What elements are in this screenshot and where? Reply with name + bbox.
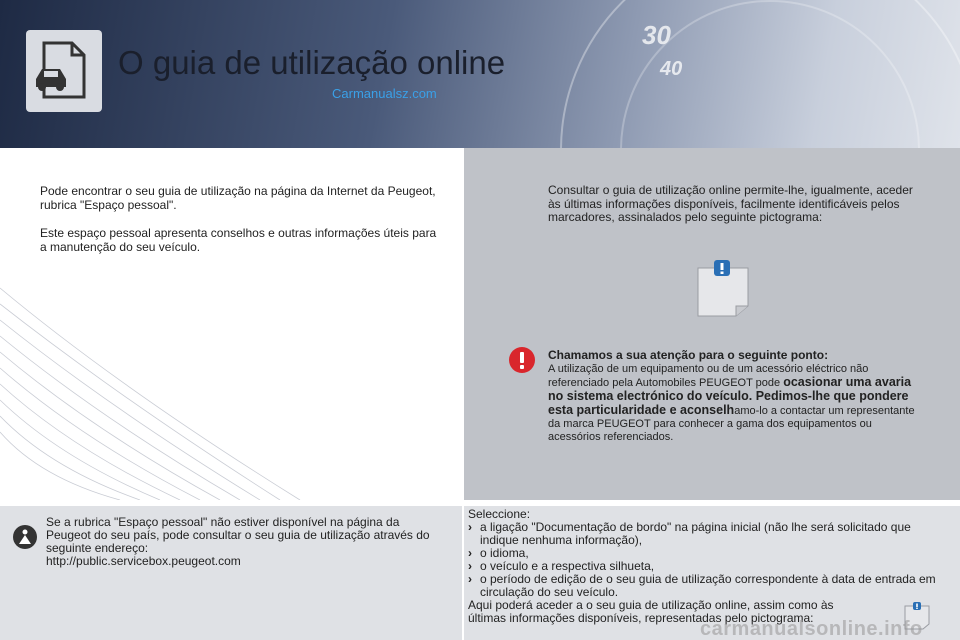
list-item-text: o idioma, (480, 546, 529, 560)
decorative-lines (0, 268, 464, 500)
update-note-icon (696, 260, 750, 323)
list-item (468, 573, 938, 599)
list-item-text: a ligação "Documentação de bordo" na página inicial (não lhe será solicitado que indique nenhuma informação), (480, 520, 911, 547)
gauge-number: 40 (660, 58, 683, 80)
footer-watermark: carmanualsonline.info (700, 618, 923, 640)
intro-paragraph: Este espaço pessoal apresenta conselhos e outras informações úteis para a manutenção do seu veículo. (40, 226, 437, 254)
tip-paragraph: Se a rubrica "Espaço pessoal" não estiver disponível na página da Peugeot do seu país, pode consultar o seu guia de utilização através do seguinte endereço: (46, 515, 430, 555)
tip-text (46, 516, 446, 568)
left-column (0, 148, 464, 500)
steps-text (468, 508, 938, 625)
exclamation-warning-icon (508, 346, 536, 379)
gauge-number: 30 (642, 20, 671, 50)
info-icon (12, 524, 38, 555)
chevron-right-icon: › (468, 572, 472, 586)
warning-text (548, 363, 918, 444)
right-panel (464, 148, 960, 500)
chevron-right-icon: › (468, 520, 472, 534)
warning-title: Chamamos a sua atenção para o seguinte ponto: (548, 348, 829, 362)
chevron-right-icon: › (468, 559, 472, 573)
steps-closing: Aqui poderá aceder a o seu guia de utilização online, assim como às últimas informações disponíveis, representadas pelo pictograma: (468, 598, 834, 625)
intro-paragraph: Pode encontrar o seu guia de utilização na página da Internet da Peugeot, rubrica "Espaço pessoal". (40, 184, 436, 212)
list-item-text: o período de edição de o seu guia de utilização correspondente à data de entrada em circulação do seu veículo. (480, 572, 936, 599)
steps-list (468, 521, 938, 599)
watermark-link[interactable]: Carmanualsz.com (332, 86, 437, 101)
chevron-right-icon: › (468, 546, 472, 560)
warning-text-emphasis: ocasionar uma avaria no sistema electrónico do veículo. Pedimos-lhe que pondere esta particularidade e aconselh (548, 375, 912, 417)
servicebox-url[interactable]: http://public.servicebox.peugeot.com (46, 554, 241, 568)
panel-intro-text: Consultar o guia de utilização online permite-lhe, igualmente, aceder às últimas informações disponíveis, facilmente identificáveis pelos marcadores, assinalados pelo seguinte pictograma: (548, 183, 913, 224)
warning-text-part: A utilização de um equipamento ou de um acessório eléctrico não referenciado pela Automobiles PEUGEOT pode (548, 363, 869, 389)
tip-box (0, 506, 462, 640)
warning-text-part: amo-lo a contactar um representante da marca PEUGEOT para conhecer a gama dos equipamentos ou acessórios referenciados. (548, 405, 915, 443)
list-item-text: o veículo e a respectiva silhueta, (480, 559, 655, 573)
list-item (468, 521, 938, 547)
steps-lead: Seleccione: (468, 507, 531, 521)
page-title: O guia de utilização online (118, 44, 506, 81)
car-document-icon (26, 30, 102, 112)
